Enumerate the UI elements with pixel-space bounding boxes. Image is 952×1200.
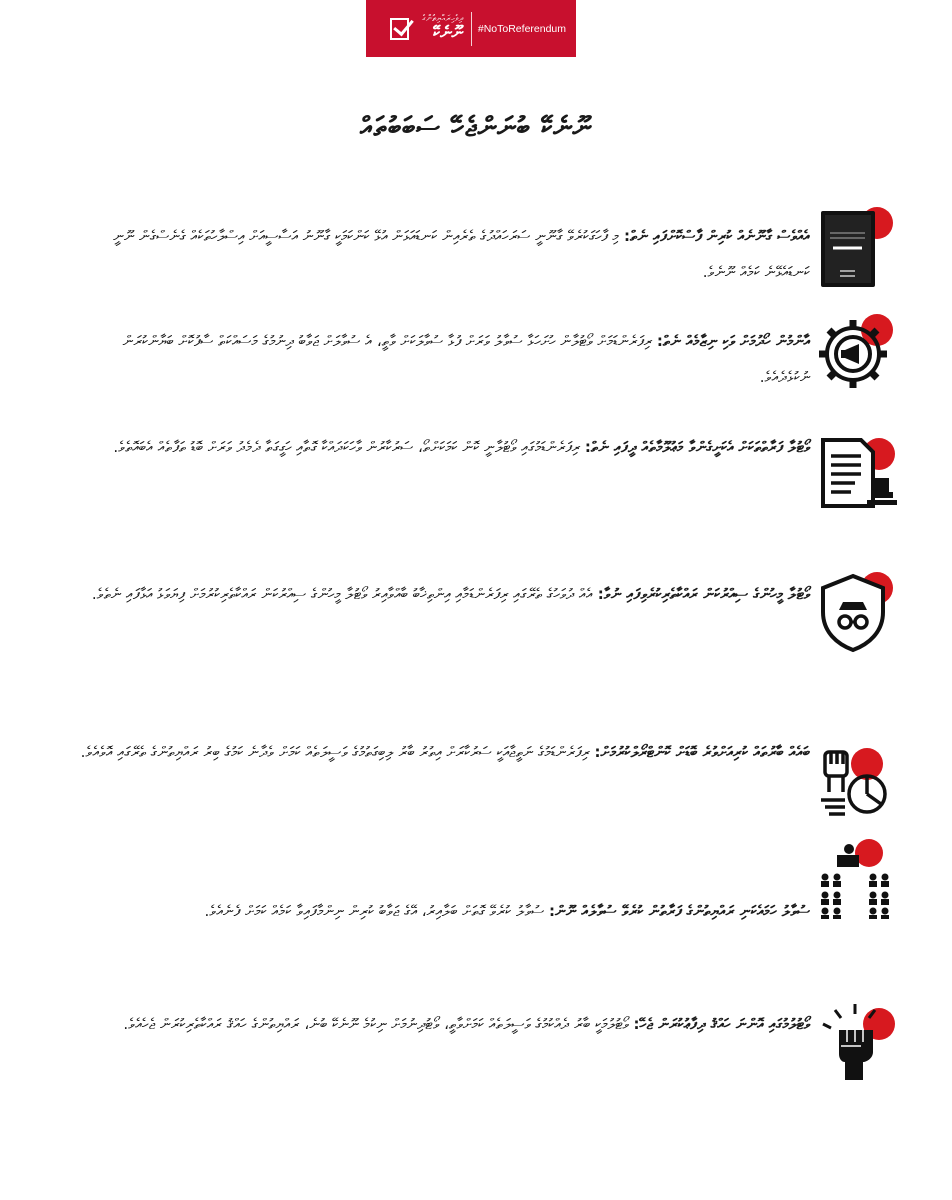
reason-4-body: އެއް ދުވަހުގެ ތެރޭގައި ރިފަރެންޑަމާއި އިންތިޚާބު ބާއްވާއިރު ވޯޓުލާ މީހުންގެ ސިއްރުކަން ރައްކާތެރިކުރުމަށް ފިޔަވަޅު އަޅާފައި ނެތެވެ.: [91, 585, 593, 603]
reason-5-lead: ބައެއް ބާރުތައް ކުރިއަށްވުރެ ބޮޑަށް ކޮންޓްރޯލްކުރުމަށް:: [594, 743, 810, 761]
reason-2-body: ރިފަރެންޑަމަށް ވޯޓުލާން ހުށަހަޅާ ސުވާލު ވަރަށް ފުޅާ ސުވާލަކަށް ވާތީ، އެ ސުވާލަށް ޖަވާބު ދިނުމުގެ މަސައްކަތް ސާފުކޮށް ބަޔާންކުރަން ނުކުޅެދެއެވެ.: [122, 332, 810, 386]
reason-1: [70, 218, 810, 290]
reason-2-lead: އާންމުން ހޯދުމަށް ވަކި ނިޒާމެއް ނެތް:: [656, 332, 810, 350]
reason-6-lead: ސުވާލު ހަމައެކަނި ރައްޔިތުންގެ ފަރާތުން ކުރެވޭ ސުވާލެއް ނޫން:: [549, 902, 810, 920]
reason-7: [70, 1006, 810, 1042]
reason-6-body: ސުވާލު ކުރެވޭ ގޮތަށް ބަލާއިރު، އޭގެ ޖަވާބު ކުރިން ނިންމާފައިވާ ކަމެއް ކަމަށް ފެނެއެވެ.: [204, 902, 545, 920]
crowd-speaker-icon: [815, 835, 900, 920]
document-stamp-icon: [815, 432, 900, 517]
campaign-logo: ދިވެހިރައްޔިތުންގެ ނޫނެކޭ: [421, 14, 464, 44]
reason-3-body: ރިފަރެންޑަމުގައި ވޯޓުލާނީ ކޮން ކަމަކަށްތޯ، ސަރުކާރުން ވާހަކަދައްކާ ގޮތާއި ހަގީގަތާ ދެމެދު ވަރަށް ބޮޑު ތަފާތެއް އެބައޮތެވެ.: [113, 438, 581, 456]
reason-1-body: މި ފާހަގަކުރެވޭ ގާނޫނީ ސަރަހައްދުގެ ތެރެއިން ކަނޑައަޅަން އުޅޭ ކަންކަމަކީ ގާނޫނު އަސާސީއަށް އިސްލާހުތަކެއް ގެނެސްގެން ނޫނީ ކަނޑައެޅޭނެ ކަމެއް ނޫނެވެ.: [113, 227, 810, 281]
reason-6: [70, 893, 810, 929]
hashtag: #NoToReferendum: [477, 22, 567, 35]
reason-3-lead: ވޯޓުލާ ފަރާތްތަކަށް އެކަށީގެންވާ މަޢުލޫމާތެއް ދީފައި ނެތް:: [584, 438, 810, 456]
privacy-shield-icon: [815, 570, 900, 655]
reason-7-lead: ވޯޓުލުމުގައި އޮންނަ ހައްޤު ދިފާޢުކުރަން ޖެހޭ:: [633, 1015, 810, 1033]
raised-fist-icon: [815, 1000, 900, 1085]
reason-2: [70, 323, 810, 395]
header-badge: [366, 0, 576, 57]
gear-megaphone-icon: [815, 310, 900, 395]
reason-5: [70, 734, 810, 770]
reason-7-body: ވޯޓުލުމަކީ ބާރު ދެއްކުމުގެ ވަސީލަތެއް ކަމަށްވާތީ، ވޯޓުދިނުމަށް ނިކުމެ ނޫނެކޭ ބުނެ، ރައްޔިތުންގެ ހައްޤު ރައްކާތެރިކުރަން ޖެހެއެވެ.: [123, 1015, 629, 1033]
reason-1-lead: އެއްވެސް ގާނޫނެއް ކުރިން ފާސްކޮށްފައި ނެތް:: [623, 227, 810, 245]
page-title: ނޫނެކޭ ބުނަންޖެހޭ ސަބަބުތައް: [359, 112, 593, 143]
reason-4-lead: ވޯޓުލާ މީހުންގެ ސިއްރުކަން ރައްކާތެރިކުރެވިފައި ނުވާ:: [597, 585, 810, 603]
constitution-book-icon: [815, 205, 900, 290]
raised-fist-chart-icon: [815, 740, 900, 825]
reason-3: [70, 429, 810, 465]
reason-4: [70, 576, 810, 612]
checkbox-icon: [390, 18, 409, 40]
reason-5-body: ރިފަރެންޑަމުގެ ނަތީޖާއަކީ ސަރުކާރަށް އިތުރު ބާރު ލިބިގަތުމުގެ ވަސީލަތެއް ކަމަށް ވެދާނެ ކަމުގެ ބިރު ރައްޔިތުންގެ ތެރޭގައި އޮވެއެވެ.: [80, 743, 590, 761]
badge-divider: [471, 12, 472, 46]
